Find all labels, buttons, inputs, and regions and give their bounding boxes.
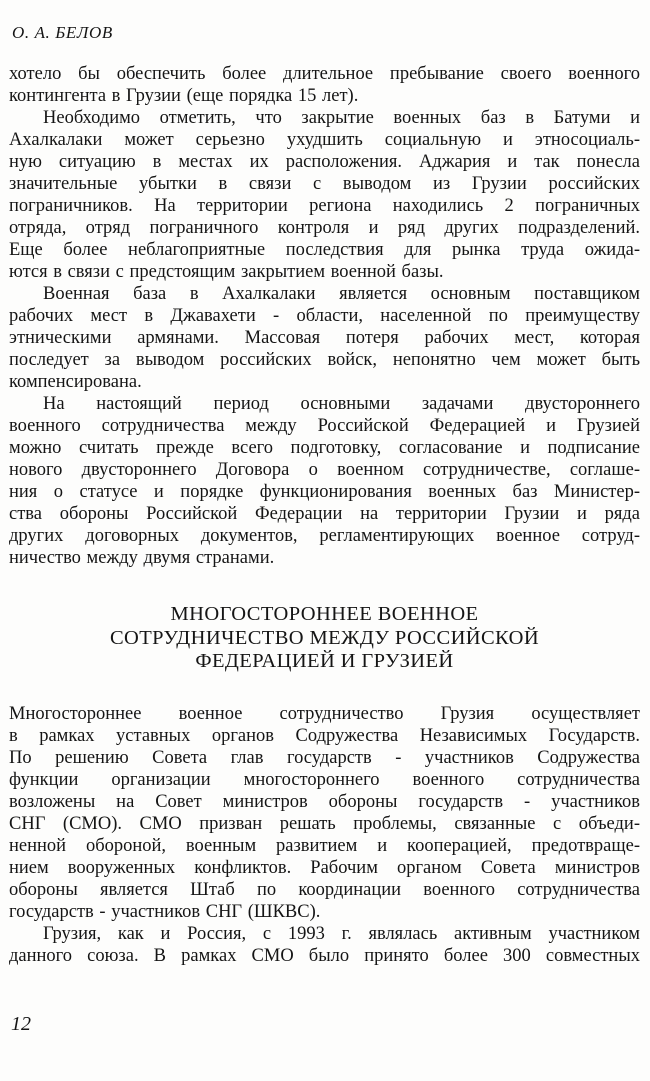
text-line: можно считать прежде всего подготовку, согласование и подписание: [9, 438, 640, 458]
paragraph: [9, 283, 640, 393]
text-line: этническими армянами. Массовая потеря рабочих мест, которая: [9, 328, 640, 348]
paragraph: [9, 107, 640, 283]
paragraph: [9, 703, 640, 923]
text-line: функции организации многостороннего военного сотрудничества: [9, 769, 640, 790]
text-line: в рамках уставных органов Содружества Независимых Государств.: [9, 725, 640, 746]
text-line: других договорных документов, регламентирующих военное сотруд-: [9, 526, 640, 546]
text-line: возложены на Совет министров обороны государств - участников: [9, 791, 640, 812]
text-line: СНГ (СМО). СМО призван решать проблемы, связанные с объеди-: [9, 813, 640, 834]
paragraph: [9, 923, 640, 967]
text-line: военного сотрудничества между Российской Федерацией и Грузией: [9, 416, 640, 436]
text-line: На настоящий период основными задачами двустороннего: [43, 394, 640, 414]
text-line: МНОГОСТОРОННЕЕ ВОЕННОЕ: [170, 603, 479, 625]
text-line: данного союза. В рамках СМО было принято более 300 совместных: [9, 945, 640, 966]
text-line: Ахалкалаки может серьезно ухудшить социальную и этносоциаль-: [9, 130, 640, 150]
text-line: Грузия, как и Россия, с 1993 г. являлась активным участником: [43, 923, 640, 944]
text-line: ются в связи с предстоящим закрытием военной базы.: [9, 262, 444, 282]
text-line: ничество между двумя странами.: [9, 548, 275, 568]
text-line: Еще более неблагоприятные последствия для рынка труда ожида-: [9, 240, 640, 260]
text-line: контингента в Грузии (еще порядка 15 лет).: [9, 86, 359, 106]
paragraph: [9, 393, 640, 569]
text-line: ния о статусе и порядке функционирования военных баз Министер-: [9, 482, 640, 502]
text-line: последует за выводом российских войск, непонятно чем может быть: [9, 350, 640, 370]
text-line: СОТРУДНИЧЕСТВО МЕЖДУ РОССИЙСКОЙ: [109, 626, 540, 649]
text-line: Военная база в Ахалкалаки является основным поставщиком: [43, 284, 640, 304]
text-line: ную ситуацию в местах их расположения. Аджария и так понесла: [9, 152, 640, 172]
text-line: государств - участников СНГ (ШКВС).: [9, 901, 321, 922]
paragraph: [9, 63, 640, 107]
text-line: значительные убытки в связи с выводом из Грузии российских: [9, 174, 640, 194]
text-line: хотело бы обеспечить более длительное пребывание своего военного: [9, 64, 640, 84]
text-line: пограничников. На территории региона находились 2 пограничных: [9, 196, 640, 216]
text-body: [9, 63, 640, 967]
text-line: нового двустороннего Договора о военном сотрудничестве, соглаше-: [9, 460, 640, 480]
text-line: рабочих мест в Джавахети - области, населенной по преимуществу: [9, 306, 640, 326]
text-line: обороны является Штаб по координации военного сотрудничества: [9, 879, 640, 900]
text-line: Многостороннее военное сотрудничество Грузия осуществляет: [9, 703, 640, 724]
text-line: нием вооруженных конфликтов. Рабочим органом Совета министров: [9, 857, 640, 878]
text-line: ства обороны Российской Федерации на территории Грузии и ряда: [9, 504, 640, 524]
section-heading: [9, 603, 640, 674]
text-line: По решению Совета глав государств - участников Содружества: [9, 747, 640, 768]
running-header-author: О. А. БЕЛОВ: [12, 23, 113, 42]
text-line: Необходимо отметить, что закрытие военных баз в Батуми и: [43, 108, 640, 128]
page-number: 12: [11, 1013, 31, 1035]
text-line: ненной обороной, военным развитием и кооперацией, предотвраще-: [9, 835, 640, 856]
text-line: отряда, отряд пограничного контроля и ряд других подразделений.: [9, 218, 640, 238]
text-line: ФЕДЕРАЦИЕЙ И ГРУЗИЕЙ: [195, 650, 454, 672]
text-line: компенсирована.: [9, 372, 142, 392]
